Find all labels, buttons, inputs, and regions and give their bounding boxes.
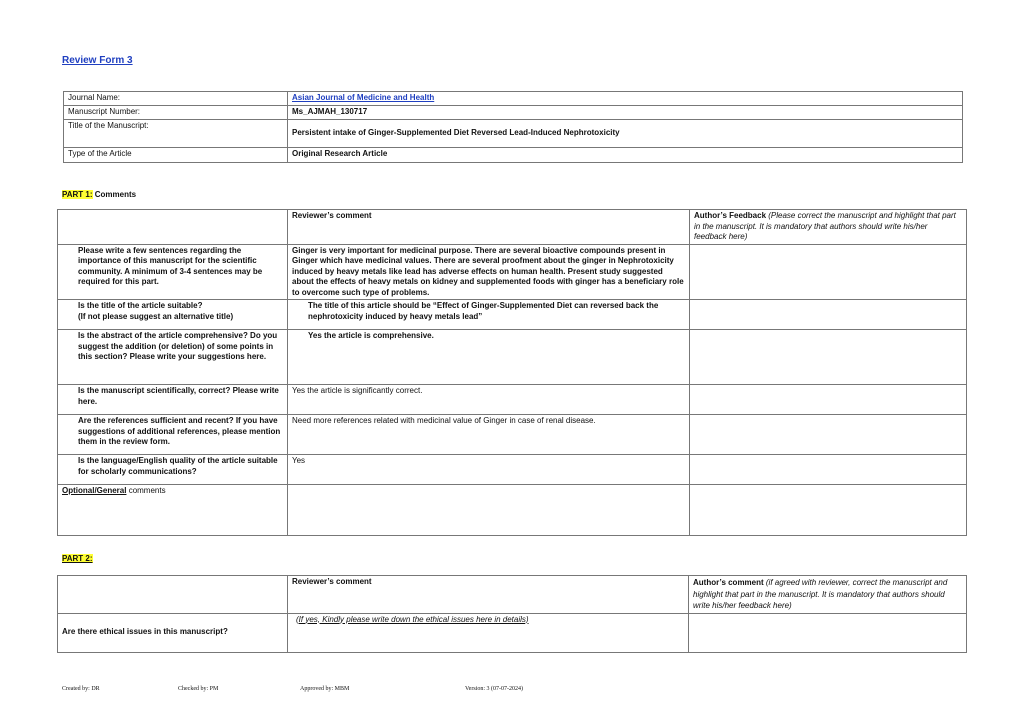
question: Is the abstract of the article comprehensive? Do you suggest the addition (or deletion) of some points in this section? Please write your suggestions here. [58, 330, 288, 385]
author-feedback[interactable] [690, 415, 967, 455]
author-feedback[interactable] [690, 485, 967, 536]
author-header: Author’s Feedback (Please correct the manuscript and highlight that part in the manuscript. It is mandatory that authors should write his/her feedback here) [690, 210, 967, 245]
question: Is the language/English quality of the article suitable for scholarly communications? [58, 455, 288, 485]
part1-suffix: Comments [92, 190, 137, 199]
manuscript-title: Persistent intake of Ginger-Supplemented Diet Reversed Lead-Induced Nephrotoxicity [288, 119, 963, 147]
question: Please write a few sentences regarding the importance of this manuscript for the scientific community. A minimum of 3-4 sentences may be required for this part. [58, 244, 288, 300]
author-feedback[interactable] [690, 330, 967, 385]
reviewer-header: Reviewer’s comment [288, 210, 690, 245]
info-label: Journal Name: [64, 92, 288, 106]
question: Are there ethical issues in this manuscript? [58, 613, 288, 652]
part2-label: PART 2: [62, 554, 93, 563]
question: Are the references sufficient and recent? If you have suggestions of additional references, please mention them in the review form. [58, 415, 288, 455]
reviewer-comment[interactable]: Yes the article is comprehensive. [288, 330, 690, 385]
info-label: Title of the Manuscript: [64, 119, 288, 147]
question: Is the title of the article suitable? (If not please suggest an alternative title) [58, 300, 288, 330]
footer-checked: Checked by: PM [178, 686, 219, 692]
footer-approved: Approved by: MBM [300, 686, 350, 692]
reviewer-comment[interactable]: Ginger is very important for medicinal purpose. There are several bioactive compounds present in Ginger which have medicinal values. There are several proofment about the ginger in Nephrotoxicity induced by heavy metals like lead has adverse effects on human health. Present study suggested about the effects of heavy metals on kidney and supplemented foods with ginger has a beneficiary role to overcome such type of problems. [288, 244, 690, 300]
part2-table [57, 575, 967, 653]
reviewer-comment[interactable]: Yes the article is significantly correct. [288, 385, 690, 415]
reviewer-comment[interactable]: Need more references related with medicinal value of Ginger in case of renal disease. [288, 415, 690, 455]
form-title: Review Form 3 [62, 55, 133, 66]
journal-link[interactable]: Asian Journal of Medicine and Health [292, 93, 435, 102]
footer-version: Version: 3 (07-07-2024) [465, 686, 523, 692]
info-label: Manuscript Number: [64, 105, 288, 119]
article-type: Original Research Article [288, 147, 963, 162]
author-feedback[interactable] [690, 244, 967, 300]
author-header: Author’s comment (if agreed with reviewer, correct the manuscript and highlight that part in the manuscript. It is mandatory that authors should write his/her feedback here) [689, 576, 967, 614]
info-label: Type of the Article [64, 147, 288, 162]
reviewer-comment[interactable] [288, 485, 690, 536]
reviewer-header: Reviewer’s comment [288, 576, 689, 614]
optional-comments-label: Optional/General comments [58, 485, 288, 536]
part1-heading [62, 190, 136, 199]
author-feedback[interactable] [690, 455, 967, 485]
reviewer-comment[interactable]: The title of this article should be “Effect of Ginger-Supplemented Diet can reversed back the nephrotoxicity induced by heavy metals lead” [288, 300, 690, 330]
footer-created: Created by: DR [62, 686, 100, 692]
reviewer-comment[interactable]: Yes [288, 455, 690, 485]
part1-table [57, 209, 967, 536]
author-feedback[interactable] [690, 300, 967, 330]
part1-label: PART 1: [62, 190, 93, 199]
manuscript-info-table [63, 91, 963, 163]
author-comment[interactable] [689, 613, 967, 652]
question: Is the manuscript scientifically, correct? Please write here. [58, 385, 288, 415]
author-feedback[interactable] [690, 385, 967, 415]
manuscript-number: Ms_AJMAH_130717 [288, 105, 963, 119]
reviewer-comment[interactable]: (If yes, Kindly please write down the ethical issues here in details) [288, 613, 689, 652]
